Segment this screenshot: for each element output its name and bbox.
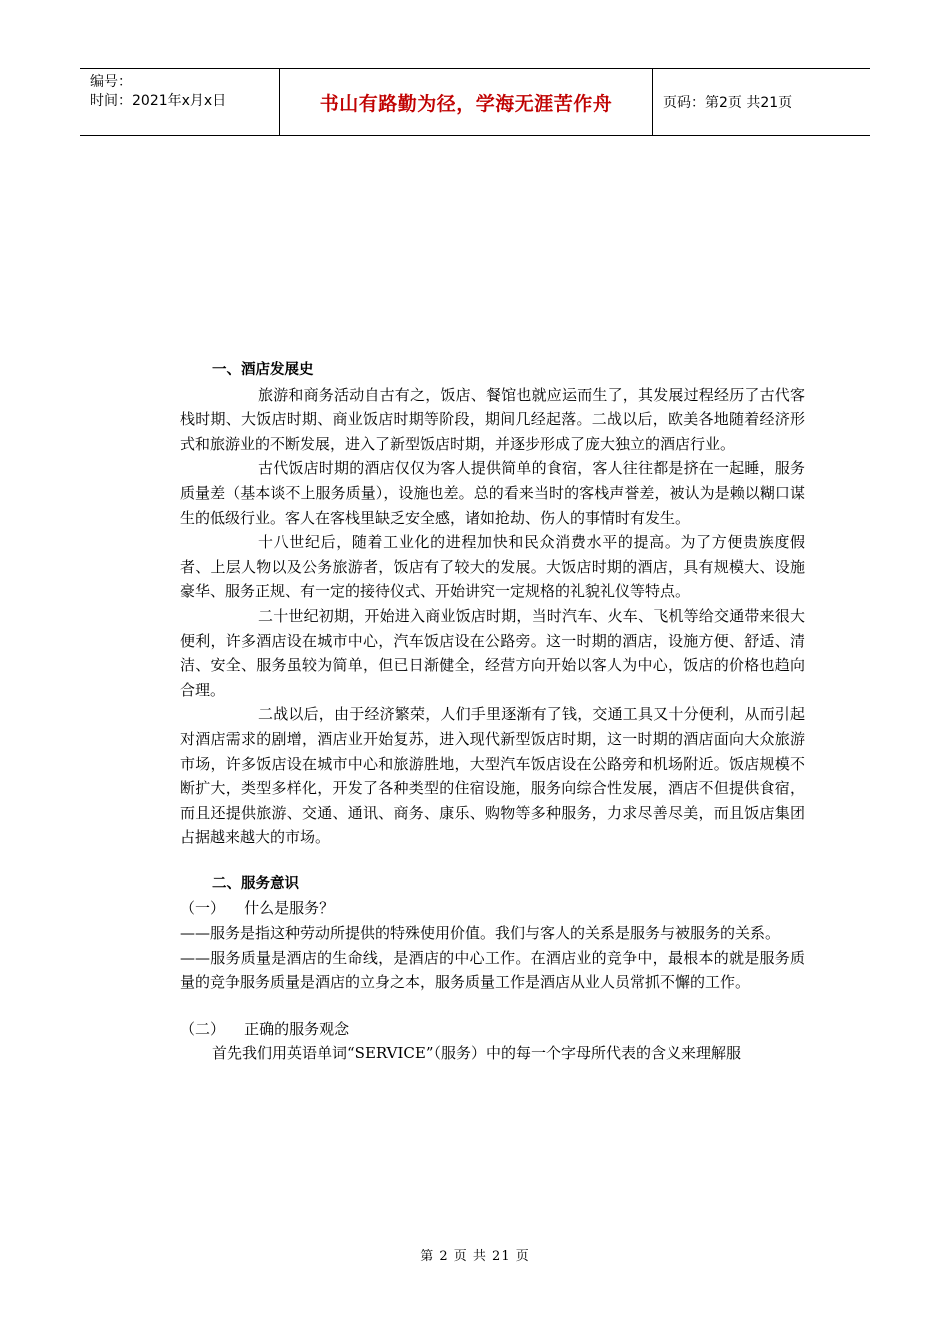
- document-body: [180, 358, 805, 1066]
- header-meta: [80, 69, 280, 135]
- definition-line: ——服务是指这种劳动所提供的特殊使用价值。我们与客人的关系是服务与被服务的关系。: [180, 924, 781, 943]
- paragraph: 二战以后，由于经济繁荣，人们手里逐渐有了钱，交通工具又十分便利，从而引起对酒店需求的剧增，酒店业开始复苏，进入现代新型饭店时期，这一时期的酒店面向大众旅游市场，许多饭店设在城市中心和旅游胜地，大型汽车饭店设在公路旁和机场附近。饭店规模不断扩大，类型多样化，开发了各种类型的住宿设施，服务向综合性发展，酒店不但提供食宿，而且还提供旅游、交通、通讯、商务、康乐、购物等多种服务，力求尽善尽美，而且饭店集团占据越来越大的市场。: [180, 705, 805, 847]
- section-heading-service: 二、服务意识: [212, 875, 299, 892]
- subsection-title-service-concept: （二） 正确的服务观念: [180, 1019, 350, 1038]
- paragraph: 二十世纪初期，开始进入商业饭店时期，当时汽车、火车、飞机等给交通带来很大便利，许多酒店设在城市中心，汽车饭店设在公路旁。这一时期的酒店，设施方便、舒适、清洁、安全、服务虽较为简单，但已日渐健全，经营方向开始以客人为中心，饭店的价格也趋向合理。: [180, 606, 805, 699]
- paragraph: 旅游和商务活动自古有之，饭店、餐馆也就应运而生了，其发展过程经历了古代客栈时期、大饭店时期、商业饭店时期等阶段，期间几经起落。二战以后，欧美各地随着经济形式和旅游业的不断发展，进入了新型饭店时期，并逐步形成了庞大独立的酒店行业。: [180, 385, 805, 453]
- section-heading-history: 一、酒店发展史: [212, 362, 314, 378]
- paragraph: 首先我们用英语单词“SERVICE”（服务）中的每一个字母所代表的含义来理解服: [212, 1044, 742, 1063]
- definition-line: ——服务质量是酒店的生命线，是酒店的中心工作。在酒店业的竞争中，最根本的就是服务质量的竞争服务质量是酒店的立身之本，服务质量工作是酒店从业人员常抓不懈的工作。: [180, 948, 805, 992]
- header-motto: 书山有路勤为径，学海无涯苦作舟: [280, 69, 653, 135]
- paragraph: 古代饭店时期的酒店仅仅为客人提供简单的食宿，客人往往都是挤在一起睡，服务质量差（基本谈不上服务质量），设施也差。总的看来当时的客栈声誉差，被认为是赖以糊口谋生的低级行业。客人在客栈里缺乏安全感，诸如抢劫、伤人的事情时有发生。: [180, 459, 805, 527]
- subsection-title-what-is-service: （一） 什么是服务？: [180, 899, 335, 918]
- header-page-info: 页码：第2页 共21页: [663, 95, 793, 111]
- time-label: 时间：2021年x月x日: [90, 93, 227, 109]
- number-label: 编号：: [90, 74, 132, 90]
- page-header: [80, 68, 870, 136]
- page-footer: 第 2 页 共 21 页: [420, 1249, 530, 1264]
- paragraph: 十八世纪后，随着工业化的进程加快和民众消费水平的提高。为了方便贵族度假者、上层人物以及公务旅游者，饭店有了较大的发展。大饭店时期的酒店，具有规模大、设施豪华、服务正规、有一定的接待仪式、开始讲究一定规格的礼貌礼仪等特点。: [180, 533, 805, 601]
